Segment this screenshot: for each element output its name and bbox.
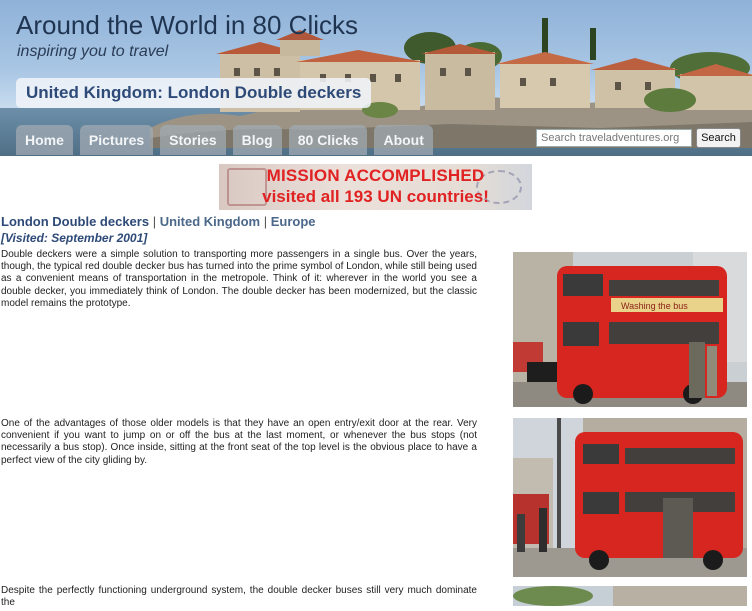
article-breadcrumb [1, 214, 316, 229]
bus-photo-3[interactable] [513, 586, 747, 606]
bus-photo-2-image [513, 418, 747, 577]
nav-80-clicks[interactable]: 80 Clicks [289, 125, 368, 155]
breadcrumb-separator: | [152, 214, 157, 229]
site-header [0, 0, 752, 156]
bus-advert-text: Washing the bus [621, 301, 688, 311]
article-title: London Double deckers [1, 214, 150, 229]
nav-home[interactable]: Home [16, 125, 73, 155]
bus-photo-2[interactable] [513, 418, 747, 577]
nav-blog[interactable]: Blog [233, 125, 282, 155]
continent-link[interactable]: Europe [270, 214, 316, 229]
article-paragraph: Despite the perfectly functioning underground system, the double decker buses still very much dominate the [1, 585, 477, 609]
page-heading: United Kingdom: London Double deckers [26, 83, 362, 102]
nav-pictures[interactable]: Pictures [80, 125, 153, 155]
nav-stories[interactable]: Stories [160, 125, 225, 155]
search-button[interactable]: Search [696, 128, 741, 148]
page-heading-box [16, 78, 371, 108]
country-link[interactable]: United Kingdom [159, 214, 261, 229]
nav-about[interactable]: About [374, 125, 432, 155]
site-tagline: inspiring you to travel [17, 43, 169, 60]
site-title[interactable]: Around the World in 80 Clicks [16, 10, 359, 40]
main-nav [16, 125, 433, 155]
bus-photo-1[interactable] [513, 252, 747, 407]
breadcrumb-separator: | [263, 214, 268, 229]
article-paragraph: Double deckers were a simple solution to transporting more passengers in a single bus. Over the years, though, the typical red double decker bus has turned into the prime symbol of London, while still being used as a convenient means of transportation in the metropole. Think of it: wherever in the world you see a double decker, you immediately think of London. The double decker has been modernized, but the classic model remains the prototype. [1, 249, 477, 309]
visited-date: [Visited: September 2001] [1, 231, 148, 245]
mission-banner[interactable] [219, 164, 532, 210]
banner-line-2: visited all 193 UN countries! [262, 187, 489, 206]
bus-photo-1-image [513, 252, 747, 407]
banner-line-1: MISSION ACCOMPLISHED [266, 166, 485, 185]
search-input[interactable]: Search traveladventures.org [536, 129, 692, 147]
article-paragraph: One of the advantages of those older models is that they have an open entry/exit door at the rear. Very convenient if you want to jump on or off the bus at the last moment, or whenever the bus stops (not necessarily a bus stop). Once inside, sitting at the front seat of the top level is the obvious place to have a perfect view of the city gliding by. [1, 418, 477, 466]
bus-photo-3-image [513, 586, 747, 606]
